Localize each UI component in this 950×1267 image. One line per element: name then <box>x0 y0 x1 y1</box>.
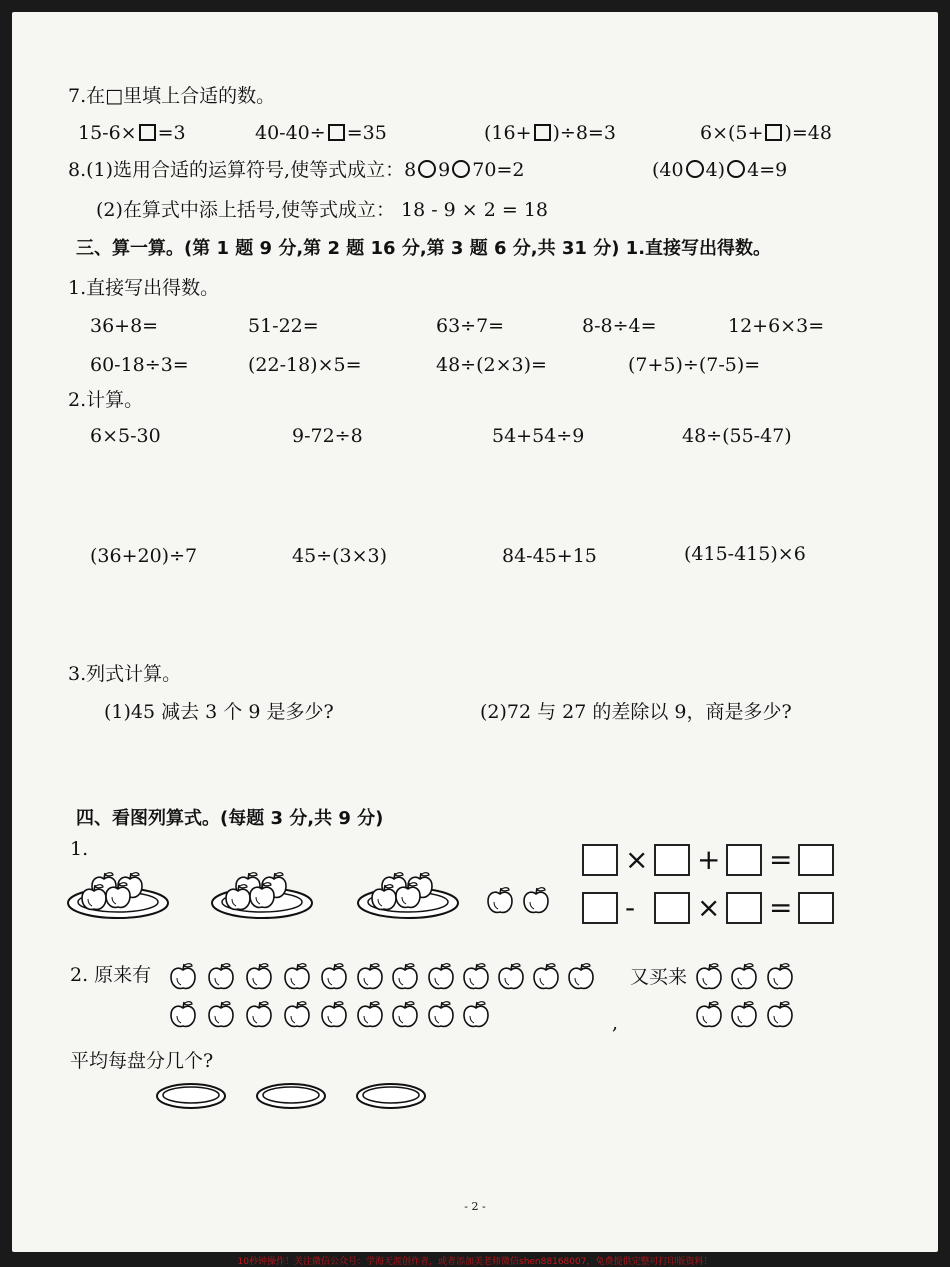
calc-item: 63÷7= <box>436 315 505 337</box>
sec3-q1-title: 1.直接写出得数。 <box>68 277 220 299</box>
apple-row-original-1 <box>171 964 593 989</box>
equation-box[interactable] <box>726 892 762 924</box>
calc-item: 48÷(2×3)= <box>436 354 547 376</box>
sec4-q1-label: 1. <box>70 838 89 860</box>
calc-item: (415-415)×6 <box>684 543 806 565</box>
apple-group-bought <box>697 964 792 1027</box>
sec3-q3-title: 3.列式计算。 <box>68 663 182 685</box>
q8-part1-b: (40 4) 4=9 <box>652 159 788 181</box>
q8-part1: 8.(1)选用合适的运算符号,使等式成立：8 9 70=2 <box>68 159 525 181</box>
sec3-q3-a: (1)45 减去 3 个 9 是多少? <box>104 701 334 723</box>
section4-heading: 四、看图列算式。(每题 3 分,共 9 分) <box>76 808 384 829</box>
sec3-q3-b: (2)72 与 27 的差除以 9，商是多少? <box>480 701 792 723</box>
equation-box[interactable] <box>582 892 618 924</box>
calc-item: 36+8= <box>90 315 159 337</box>
operator-symbol: = <box>769 891 793 924</box>
empty-plate <box>257 1084 325 1108</box>
calc-item: (7+5)÷(7-5)= <box>628 354 761 376</box>
page-number: - 2 - <box>464 1200 486 1213</box>
apple-row-original-2 <box>171 1002 488 1027</box>
calc-item: 84-45+15 <box>502 545 597 567</box>
calc-item: 48÷(55-47) <box>682 425 792 447</box>
single-apple <box>524 888 548 913</box>
calc-item: 45÷(3×3) <box>292 545 388 567</box>
plate-with-apples <box>68 873 168 918</box>
calc-item: 8-8÷4= <box>582 315 657 337</box>
single-apple <box>488 888 512 913</box>
calc-item: 9-72÷8 <box>292 425 363 447</box>
operator-symbol: - <box>625 891 636 924</box>
calc-item: 51-22= <box>248 315 319 337</box>
section3-heading: 三、算一算。(第 1 题 9 分,第 2 题 16 分,第 3 题 6 分,共 31 分) 1.直接写出得数。 <box>76 238 772 259</box>
plate-with-apples <box>358 873 458 918</box>
equation-box[interactable] <box>726 844 762 876</box>
q7-title: 7.在□里填上合适的数。 <box>68 85 276 107</box>
q7-expr-1: 15-6× =3 <box>78 122 186 144</box>
operator-symbol: × <box>697 891 721 924</box>
sec3-q2-title: 2.计算。 <box>68 389 144 411</box>
empty-plate <box>357 1084 425 1108</box>
equation-box[interactable] <box>654 844 690 876</box>
sec4-q2-comma: , <box>612 1012 619 1034</box>
calc-item: (22-18)×5= <box>248 354 362 376</box>
calc-item: 6×5-30 <box>90 425 161 447</box>
q8-part2: (2)在算式中添上括号,使等式成立： 18 - 9 × 2 = 18 <box>96 199 549 221</box>
operator-symbol: × <box>625 843 649 876</box>
operator-symbol: = <box>769 843 793 876</box>
equation-box[interactable] <box>798 892 834 924</box>
sec4-q2-bought-label: 又买来 <box>630 966 688 988</box>
sec4-q2-label: 2. 原来有 <box>70 964 152 986</box>
calc-item: 60-18÷3= <box>90 354 189 376</box>
equation-box[interactable] <box>798 844 834 876</box>
calc-item: (36+20)÷7 <box>90 545 198 567</box>
q7-expr-3: (16+ )÷8=3 <box>484 122 616 144</box>
equation-box[interactable] <box>582 844 618 876</box>
calc-item: 12+6×3= <box>728 315 825 337</box>
q7-expr-4: 6×(5+ )=48 <box>700 122 832 144</box>
calc-item: 54+54÷9 <box>492 425 585 447</box>
operator-symbol: + <box>697 843 721 876</box>
sec4-q2-question: 平均每盘分几个? <box>70 1050 214 1072</box>
plate-with-apples <box>212 873 312 918</box>
empty-plate <box>157 1084 225 1108</box>
q7-expr-2: 40-40÷ =35 <box>255 122 387 144</box>
footer-watermark-text: 10秒钟操作！关注微信公众号：学海无涯创作者，或者添加美老师微信shen88168007，免费提供完整可打印版资料！ <box>237 1257 713 1267</box>
equation-box[interactable] <box>654 892 690 924</box>
